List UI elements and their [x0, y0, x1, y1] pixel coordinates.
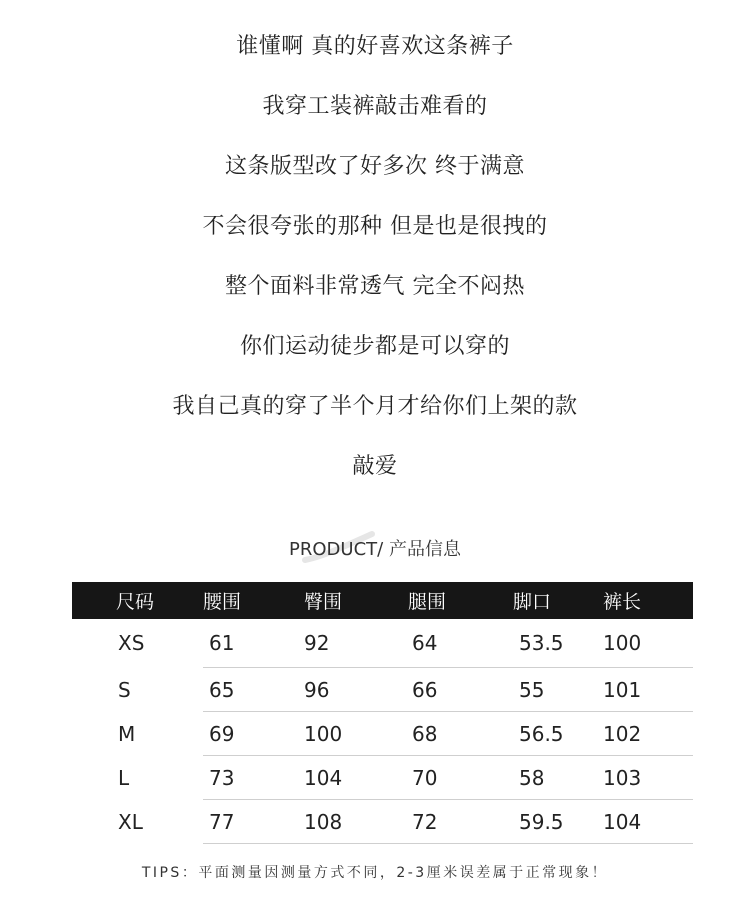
cell-leg-opening: 55 — [513, 668, 603, 712]
cell-thigh: 64 — [408, 619, 513, 668]
cell-size: S — [72, 668, 203, 712]
table-row — [72, 619, 693, 668]
intro-line: 你们运动徒步都是可以穿的 — [239, 334, 510, 359]
header-leg-opening: 脚口 — [513, 591, 552, 613]
header-thigh: 腿围 — [408, 591, 447, 613]
intro-text — [0, 27, 750, 507]
cell-size: XS — [72, 619, 203, 668]
cell-size: L — [72, 756, 203, 800]
measurement-tips: TIPS：平面测量因测量方式不同，2-3厘米误差属于正常现象！ — [141, 865, 609, 881]
intro-line: 敲爱 — [352, 454, 398, 479]
cell-hip: 108 — [304, 800, 408, 844]
cell-waist: 61 — [203, 619, 304, 668]
cell-hip: 92 — [304, 619, 408, 668]
intro-line: 我穿工装裤敲击难看的 — [262, 94, 488, 119]
product-info-heading: PRODUCT/ 产品信息 — [289, 539, 461, 560]
intro-line: 我自己真的穿了半个月才给你们上架的款 — [172, 394, 578, 419]
cell-leg-opening: 56.5 — [513, 712, 603, 756]
header-waist: 腰围 — [203, 591, 242, 613]
cell-leg-opening: 53.5 — [513, 619, 603, 668]
table-row — [72, 756, 693, 800]
cell-leg-opening: 58 — [513, 756, 603, 800]
intro-line: 不会很夸张的那种 但是也是很拽的 — [202, 214, 548, 239]
cell-thigh: 72 — [408, 800, 513, 844]
cell-pants-length: 100 — [603, 619, 693, 668]
cell-hip: 104 — [304, 756, 408, 800]
cell-waist: 65 — [203, 668, 304, 712]
table-row — [72, 668, 693, 712]
intro-line: 整个面料非常透气 完全不闷热 — [225, 274, 525, 299]
table-header-row — [72, 582, 693, 619]
cell-pants-length: 101 — [603, 668, 693, 712]
table-row — [72, 800, 693, 844]
cell-pants-length: 104 — [603, 800, 693, 844]
header-hip: 臀围 — [304, 591, 343, 613]
header-pants-length: 裤长 — [603, 591, 642, 613]
cell-waist: 77 — [203, 800, 304, 844]
intro-line: 这条版型改了好多次 终于满意 — [225, 154, 525, 179]
cell-size: XL — [72, 800, 203, 844]
cell-pants-length: 102 — [603, 712, 693, 756]
cell-thigh: 66 — [408, 668, 513, 712]
cell-hip: 96 — [304, 668, 408, 712]
cell-waist: 73 — [203, 756, 304, 800]
size-chart-table — [72, 582, 693, 844]
cell-thigh: 70 — [408, 756, 513, 800]
cell-thigh: 68 — [408, 712, 513, 756]
cell-leg-opening: 59.5 — [513, 800, 603, 844]
cell-size: M — [72, 712, 203, 756]
header-size: 尺码 — [116, 591, 155, 613]
intro-line: 谁懂啊 真的好喜欢这条裤子 — [236, 34, 514, 59]
table-row — [72, 712, 693, 756]
cell-hip: 100 — [304, 712, 408, 756]
cell-waist: 69 — [203, 712, 304, 756]
cell-pants-length: 103 — [603, 756, 693, 800]
